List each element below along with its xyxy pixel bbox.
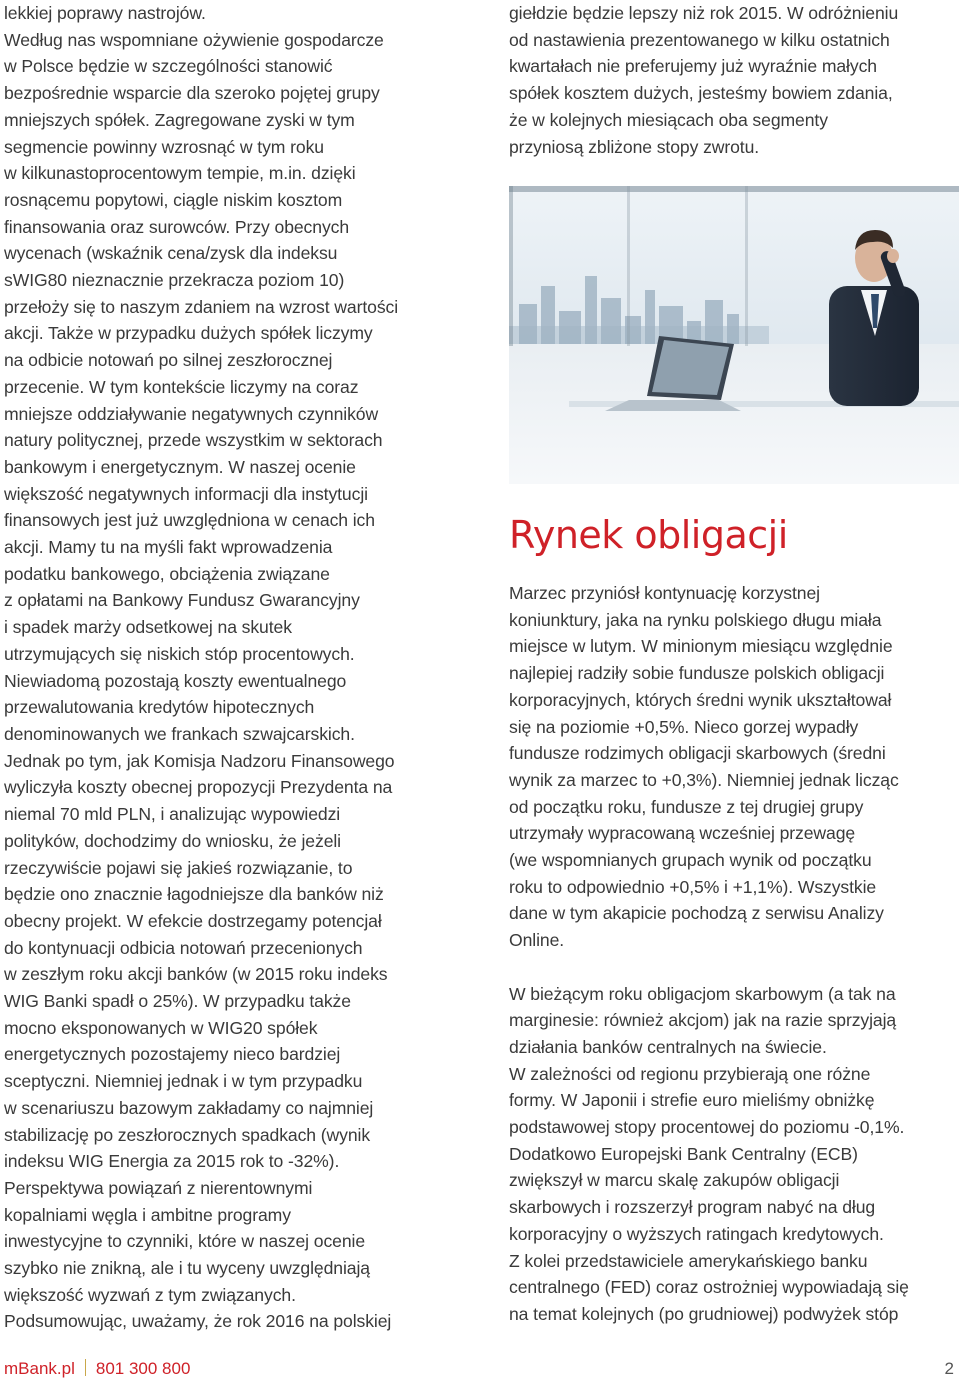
text-line: miejsce w lutym. W minionym miesiącu względnie <box>509 636 893 657</box>
text-line: Perspektywa powiązań z nierentownymi <box>4 1177 313 1198</box>
text-line: bankowym i energetycznym. W naszej ocenie <box>4 456 356 477</box>
text-line: mniejsze oddziaływanie negatywnych czynników <box>4 403 379 424</box>
text-line: podstawowej stopy procentowej do poziomu -0,1%. <box>509 1117 905 1138</box>
footer-phone: 801 300 800 <box>95 1359 191 1378</box>
text-line: w zeszłym roku akcji banków (w 2015 roku indeks <box>4 964 388 985</box>
text-line: szybko nie znikną, ale i tu wyceny uwzględniają <box>4 1258 370 1279</box>
section-heading-bonds: Rynek obligacji <box>509 513 788 557</box>
text-line: Jednak po tym, jak Komisja Nadzoru Finansowego <box>4 750 395 771</box>
text-line: na odbicie notowań po silnej zeszłorocznej <box>4 350 333 371</box>
text-line: rzeczywiście pojawi się jakieś rozwiązanie, to <box>4 857 353 878</box>
text-line: przecenie. W tym kontekście liczymy na coraz <box>4 376 359 397</box>
text-line: Dodatkowo Europejski Bank Centralny (ECB) <box>509 1143 858 1164</box>
text-line: natury politycznej, przede wszystkim w sektorach <box>4 430 383 451</box>
text-line: wycenach (wskaźnik cena/zysk dla indeksu <box>4 243 338 264</box>
text-line: WIG Banki spadł o 25%). W przypadku także <box>4 991 351 1012</box>
text-line: akcji. Także w przypadku dużych spółek liczymy <box>4 323 373 344</box>
text-line: od nastawienia prezentowanego w kilku ostatnich <box>509 29 890 50</box>
paragraph-bond-market <box>509 580 959 954</box>
businessman-photo <box>509 186 959 484</box>
text-line: kwartałach nie preferujemy już wyraźnie małych <box>509 56 877 77</box>
text-line: się na poziomie +0,5%. Nieco gorzej wypadły <box>509 716 859 737</box>
text-line: inwestycyjne to czynniki, które w naszej ocenie <box>4 1231 366 1252</box>
text-line: z opłatami na Bankowy Fundusz Gwarancyjny <box>4 590 360 611</box>
text-line: przewalutowania kredytów hipotecznych <box>4 697 315 718</box>
footer-brand-link[interactable]: mBank.pl <box>4 1359 75 1378</box>
text-line: niemal 70 mld PLN, i analizując wypowiedzi <box>4 804 341 825</box>
text-line: w kilkunastoprocentowym tempie, m.in. dzięki <box>4 163 356 184</box>
text-line: podatku bankowego, obciążenia związane <box>4 563 330 584</box>
text-line: lekkiej poprawy nastrojów. <box>4 3 206 23</box>
text-line: korporacyjny o wyższych ratingach kredytowych. <box>509 1223 884 1244</box>
text-line: polityków, dochodzimy do wniosku, że jeżeli <box>4 830 341 851</box>
text-line: indeksu WIG Energia za 2015 rok to -32%). <box>4 1151 340 1172</box>
text-line: przełoży się to naszym zdaniem na wzrost wartości <box>4 296 399 317</box>
text-line: większość wyzwań z tym związanych. <box>4 1284 296 1305</box>
right-text-column <box>509 0 959 160</box>
text-line: do kontynuacji odbicia notowań przecenionych <box>4 937 363 958</box>
text-line: mocno eksponowanych w WIG20 spółek <box>4 1017 318 1038</box>
text-line: segmencie powinny wzrosnąć w tym roku <box>4 136 324 157</box>
text-line: finansowania oraz surowców. Przy obecnych <box>4 216 350 237</box>
text-line: w Polsce będzie w szczególności stanowić <box>4 56 333 77</box>
text-line: że w kolejnych miesiącach oba segmenty <box>509 109 828 130</box>
paragraph-central-banks <box>509 981 959 1328</box>
text-line: kopalniami węgla i ambitne programy <box>4 1204 291 1225</box>
text-line: i spadek marży odsetkowej na skutek <box>4 617 292 638</box>
text-line: na temat kolejnych (po grudniowej) podwyżek stóp <box>509 1303 899 1324</box>
photo-illustration <box>509 186 959 484</box>
text-line: energetycznych pozostajemy nieco bardziej <box>4 1044 341 1065</box>
text-line: finansowych jest już uwzględniona w cenach ich <box>4 510 375 531</box>
text-line: utrzymały wypracowaną wcześniej przewagę <box>509 823 856 844</box>
text-line: mniejszych spółek. Zagregowane zyski w tym <box>4 109 355 130</box>
text-line: Marzec przyniósł kontynuację korzystnej <box>509 583 820 603</box>
text-line: Podsumowując, uważamy, że rok 2016 na polskiej <box>4 1311 392 1332</box>
text-line: W bieżącym roku obligacjom skarbowym (a tak na <box>509 983 896 1004</box>
text-line: bezpośrednie wsparcie dla szeroko pojętej grupy <box>4 83 380 104</box>
text-line: Niewiadomą pozostają koszty ewentualnego <box>4 670 347 691</box>
page-number: 2 <box>944 1359 954 1378</box>
text-line: działania banków centralnych na świecie. <box>509 1036 827 1057</box>
text-line: roku to odpowiednio +0,5% i +1,1%). Wszystkie <box>509 876 877 897</box>
right-column-intro <box>509 0 959 160</box>
text-line: W zależności od regionu przybierają one różne <box>509 1063 871 1084</box>
text-line: sWIG80 nieznacznie przekracza poziom 10) <box>4 270 345 291</box>
text-line: zwiększył w marcu skalę zakupów obligacji <box>509 1170 840 1191</box>
page-footer <box>4 1356 954 1382</box>
text-line: giełdzie będzie lepszy niż rok 2015. W odróżnieniu <box>509 3 899 23</box>
text-line: formy. W Japonii i strefie euro mieliśmy obniżkę <box>509 1090 875 1111</box>
text-line: spółek kosztem dużych, jesteśmy bowiem zdania, <box>509 83 893 104</box>
text-line: dane w tym akapicie pochodzą z serwisu Analizy <box>509 903 884 924</box>
footer-separator <box>85 1359 86 1376</box>
text-line: korporacyjnych, których średni wynik ukształtował <box>509 689 892 710</box>
text-line: akcji. Mamy tu na myśli fakt wprowadzenia <box>4 537 333 558</box>
text-line: w scenariuszu bazowym zakładamy co najmniej <box>4 1097 374 1118</box>
text-line: obecny projekt. W efekcie dostrzegamy potencjał <box>4 910 382 931</box>
text-line: fundusze rodzimych obligacji skarbowych (średni <box>509 743 886 764</box>
text-line: (we wspomnianych grupach wynik od początku <box>509 850 872 871</box>
text-line: będzie ono znacznie łagodniejsze dla banków niż <box>4 884 384 905</box>
text-line: wynik za marzec to +0,3%). Niemniej jednak licząc <box>509 769 899 790</box>
text-line: stabilizację po zeszłorocznych spadkach (wynik <box>4 1124 371 1145</box>
text-line: koniunktury, jaka na rynku polskiego długu miała <box>509 609 882 630</box>
text-line: utrzymujących się niskich stóp procentowych. <box>4 643 355 664</box>
right-column-body <box>509 580 959 1328</box>
text-line: denominowanych we frankach szwajcarskich. <box>4 723 355 744</box>
text-line: marginesie: również akcjom) jak na razie sprzyjają <box>509 1010 897 1031</box>
text-line: Według nas wspomniane ożywienie gospodarcze <box>4 29 384 50</box>
text-line: od początku roku, fundusze z tej drugiej grupy <box>509 796 864 817</box>
text-line: skarbowych i rozszerzył program nabyć na dług <box>509 1197 876 1218</box>
text-line: Z kolei przedstawiciele amerykańskiego banku <box>509 1250 868 1271</box>
text-line: wyliczyła koszty obecnej propozycji Prezydenta na <box>4 777 393 798</box>
text-line: przyniosą zbliżone stopy zwrotu. <box>509 136 760 157</box>
left-text-column <box>4 0 456 1335</box>
text-line: większość negatywnych informacji dla instytucji <box>4 483 368 504</box>
text-line: Online. <box>509 930 565 951</box>
text-line: najlepiej radziły sobie fundusze polskich obligacji <box>509 663 885 684</box>
text-line: centralnego (FED) coraz ostrożniej wypowiadają się <box>509 1277 909 1298</box>
text-line: rosnącemu popytowi, ciągle niskim kosztom <box>4 189 343 210</box>
paragraph-gap <box>509 954 959 981</box>
text-line: sceptyczni. Niemniej jednak i w tym przypadku <box>4 1071 363 1092</box>
